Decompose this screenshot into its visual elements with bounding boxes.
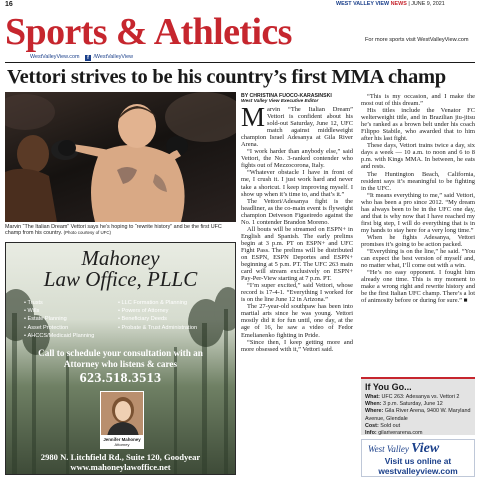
caption-credit: (Photo courtesy of UFC) (63, 230, 111, 236)
article-paragraph: “I’m super excited,” said Vettori, whose record is 17-4-1. “Everything I worked for is on the line June 12 in Arizona.” (241, 282, 353, 304)
fighter-photo (5, 92, 236, 222)
service-item: • Powers of Attorney (118, 307, 197, 315)
attorney-title: Attorney (114, 442, 130, 447)
law-office-ad[interactable] (5, 242, 236, 475)
website-link[interactable]: WestValleyView.com (30, 54, 80, 60)
ad-call-to-action (6, 348, 235, 370)
service-item: • Probate & Trust Administration (118, 324, 197, 332)
attorney-name: Jennifer Mahoney (103, 437, 141, 442)
ad-url[interactable]: www.mahoneylawoffice.net (70, 462, 171, 473)
info-row (365, 430, 471, 437)
service-item: • Wills (24, 307, 94, 315)
service-item: • Trusts (24, 299, 94, 307)
attorney-nameplate (100, 436, 144, 449)
article-paragraph: All bouts will be streamed on ESPN+ in English and Spanish. The early prelims begin at 3 p.m. PT on ESPN+ and UFC Fight Pass. The prelims will be distributed on ESPN, ESPN Deportes and ESPN+ beginning at 5 p.m. PT. The UFC 263 main card will stream exclusively on ESPN+ Pay-Per-View starting at 7 p.m. PT. (241, 225, 353, 283)
caption-text: Marvin “The Italian Dream” Vettori says he’s hoping to “rewrite history” and be the first UFC champ from his country. (5, 224, 222, 237)
article-paragraph: The Huntington Beach, California, resident says it’s meaningful to be fighting in the UFC. (361, 170, 475, 192)
byline: BY CHRISTINA FUOCO-KARASINSKI (241, 93, 332, 99)
info-value: 3 p.m. Saturday, June 12 (382, 401, 443, 408)
service-item: • AHCCS/Medicaid Planning (24, 332, 94, 340)
info-label: What: (365, 394, 380, 400)
service-item: • Beneficiary Deeds (118, 315, 197, 323)
house-ad-url[interactable]: westvalleyview.com (378, 466, 458, 476)
ad-cta-line: Attorney who listens & cares (63, 359, 178, 369)
if-you-go-title: If You Go... (365, 382, 412, 392)
info-row (365, 423, 471, 430)
service-item: • LLC Formation & Planning (118, 299, 197, 307)
service-item: • Asset Protection (24, 324, 94, 332)
page-number: 16 (5, 1, 13, 8)
article-paragraph: “Since then, I keep getting more and more obsessed with it,” Vettori said. (241, 338, 353, 353)
attorney-portrait-illustration (101, 392, 144, 436)
article-column-2 (361, 93, 475, 304)
info-value[interactable]: gilariverarena.com (378, 430, 423, 437)
article-column-1 (241, 93, 353, 353)
info-label: Cost: (365, 422, 379, 429)
lead-text: arvin “The Italian Dream” Vettori is confident about his sold-out Saturday, June 12, UFC match against middleweight champion Israel Adesanya at Gila River Arena. (241, 106, 353, 149)
article-paragraph: When he fights Adesanya, Vettori promises it’s going to be action packed. (361, 233, 475, 248)
sports-promo: For more sports visit WestValleyView.com (365, 37, 469, 43)
drop-cap: M (241, 102, 266, 132)
lead-paragraph (241, 102, 353, 149)
info-value: UFC 263: Adesanya vs. Vettori 2 (381, 394, 460, 400)
masthead-divider (5, 62, 475, 63)
house-ad-text (362, 456, 474, 476)
article-paragraph: His titles include the Venator FC welterweight title, and in Brazilian jiu-jitsu he’s ranked as a brown belt under his coach Filippo Stabile, who awarded that to him after his last fight. (361, 107, 475, 143)
info-label: When: (365, 401, 382, 408)
article-paragraph: “It means everything to me,” said Vettori, who has been a pro since 2012. “My dream has always been to be in the UFC one day, and that is why now that I have reached my first big step, I will do everything that is in my hands to stay here for a very long time.” (361, 191, 475, 234)
info-row (365, 394, 471, 401)
ad-address-block (6, 452, 235, 473)
article-paragraph: “He’s no easy opponent. I fought him already one time. This is my moment to make a wrong right and rewrite history and be the first Italian UFC champ. There’s a lot of animosity before or during for sure.” ■ (361, 269, 475, 305)
ad-cta-line: Call to schedule your consultation with an (38, 348, 203, 358)
section-title: Sports & Athletics (5, 11, 292, 53)
logo-small-text: West Valley (368, 444, 409, 454)
fighter-photo-illustration (5, 92, 236, 222)
info-value: Sold out (380, 422, 401, 429)
ad-services-left (24, 299, 94, 340)
service-item: • Estate Planning (24, 315, 94, 323)
info-label: Info: (365, 430, 377, 437)
byline-role: West Valley View Executive Editor (241, 99, 319, 104)
article-paragraph: These days, Vettori trains twice a day, six days a week — 10 a.m. to noon and 6 to 8 p.m. with Kings MMA. In between, he eats and rests. (361, 142, 475, 171)
article-paragraph: “I work harder than anybody else,” said Vettori, the No. 3-ranked contender who fights out of Mezzocorona, Italy. (241, 148, 353, 170)
article-paragraph: “Whatever obstacle I have in front of me, I crush it. I just work hard and never take a shortcut. I keep improving myself. I show up when it’s time to, and that’s it.” (241, 169, 353, 198)
attorney-portrait (100, 391, 144, 436)
facebook-icon: f (85, 55, 91, 61)
running-header: WEST VALLEY VIEW NEWS | JUNE 9, 2021 (336, 1, 445, 7)
ad-address: 2980 N. Litchfield Rd., Suite 120, Goodyear (40, 452, 201, 462)
info-label: Where: (365, 408, 384, 415)
west-valley-view-house-ad[interactable] (361, 439, 475, 477)
paper-name: WEST VALLEY VIEW (336, 1, 390, 7)
article-paragraph: The Vettori/Adesanya fight is the headliner, as the co-main event is flyweight champion Deiveson Figueiredo against the No. 1 contender Brandon Moreno. (241, 197, 353, 226)
article-headline: Vettori strives to be his country’s first MMA champ (7, 66, 446, 88)
facebook-link[interactable]: /WestValleyView (93, 54, 133, 60)
ad-services-right (118, 299, 197, 332)
if-you-go-box (361, 377, 475, 435)
ad-firm-name: Mahoney (81, 246, 160, 270)
photo-caption (5, 224, 238, 237)
article-paragraph: “Everything is on the line,” he said. “You can expect the best version of myself and, no matter what, I’ll come out with a win. (361, 248, 475, 270)
article-paragraph: “This is my occasion, and I make the most out of this dream.” (361, 93, 475, 108)
social-line (30, 54, 133, 61)
info-row (365, 408, 471, 422)
paper-section: NEWS (390, 1, 407, 7)
ad-firm-subtitle: Law Office, PLLC (43, 267, 198, 291)
house-ad-line: Visit us online at (384, 456, 452, 466)
info-row (365, 401, 471, 408)
logo-big-text: View (411, 441, 440, 456)
info-value: Gila River Arena, 9400 W. Maryland Avenue, Glendale (365, 408, 471, 422)
ad-phone-number[interactable]: 623.518.3513 (79, 371, 162, 386)
west-valley-view-logo (368, 441, 439, 457)
article-paragraph: The 27-year-old southpaw has been into martial arts since he was young. Vettori mostly did it for fun until, one day, at the age of 16, he saw a video of Fedor Emelianenko fighting in Pride. (241, 303, 353, 339)
issue-date: JUNE 9, 2021 (411, 1, 445, 7)
